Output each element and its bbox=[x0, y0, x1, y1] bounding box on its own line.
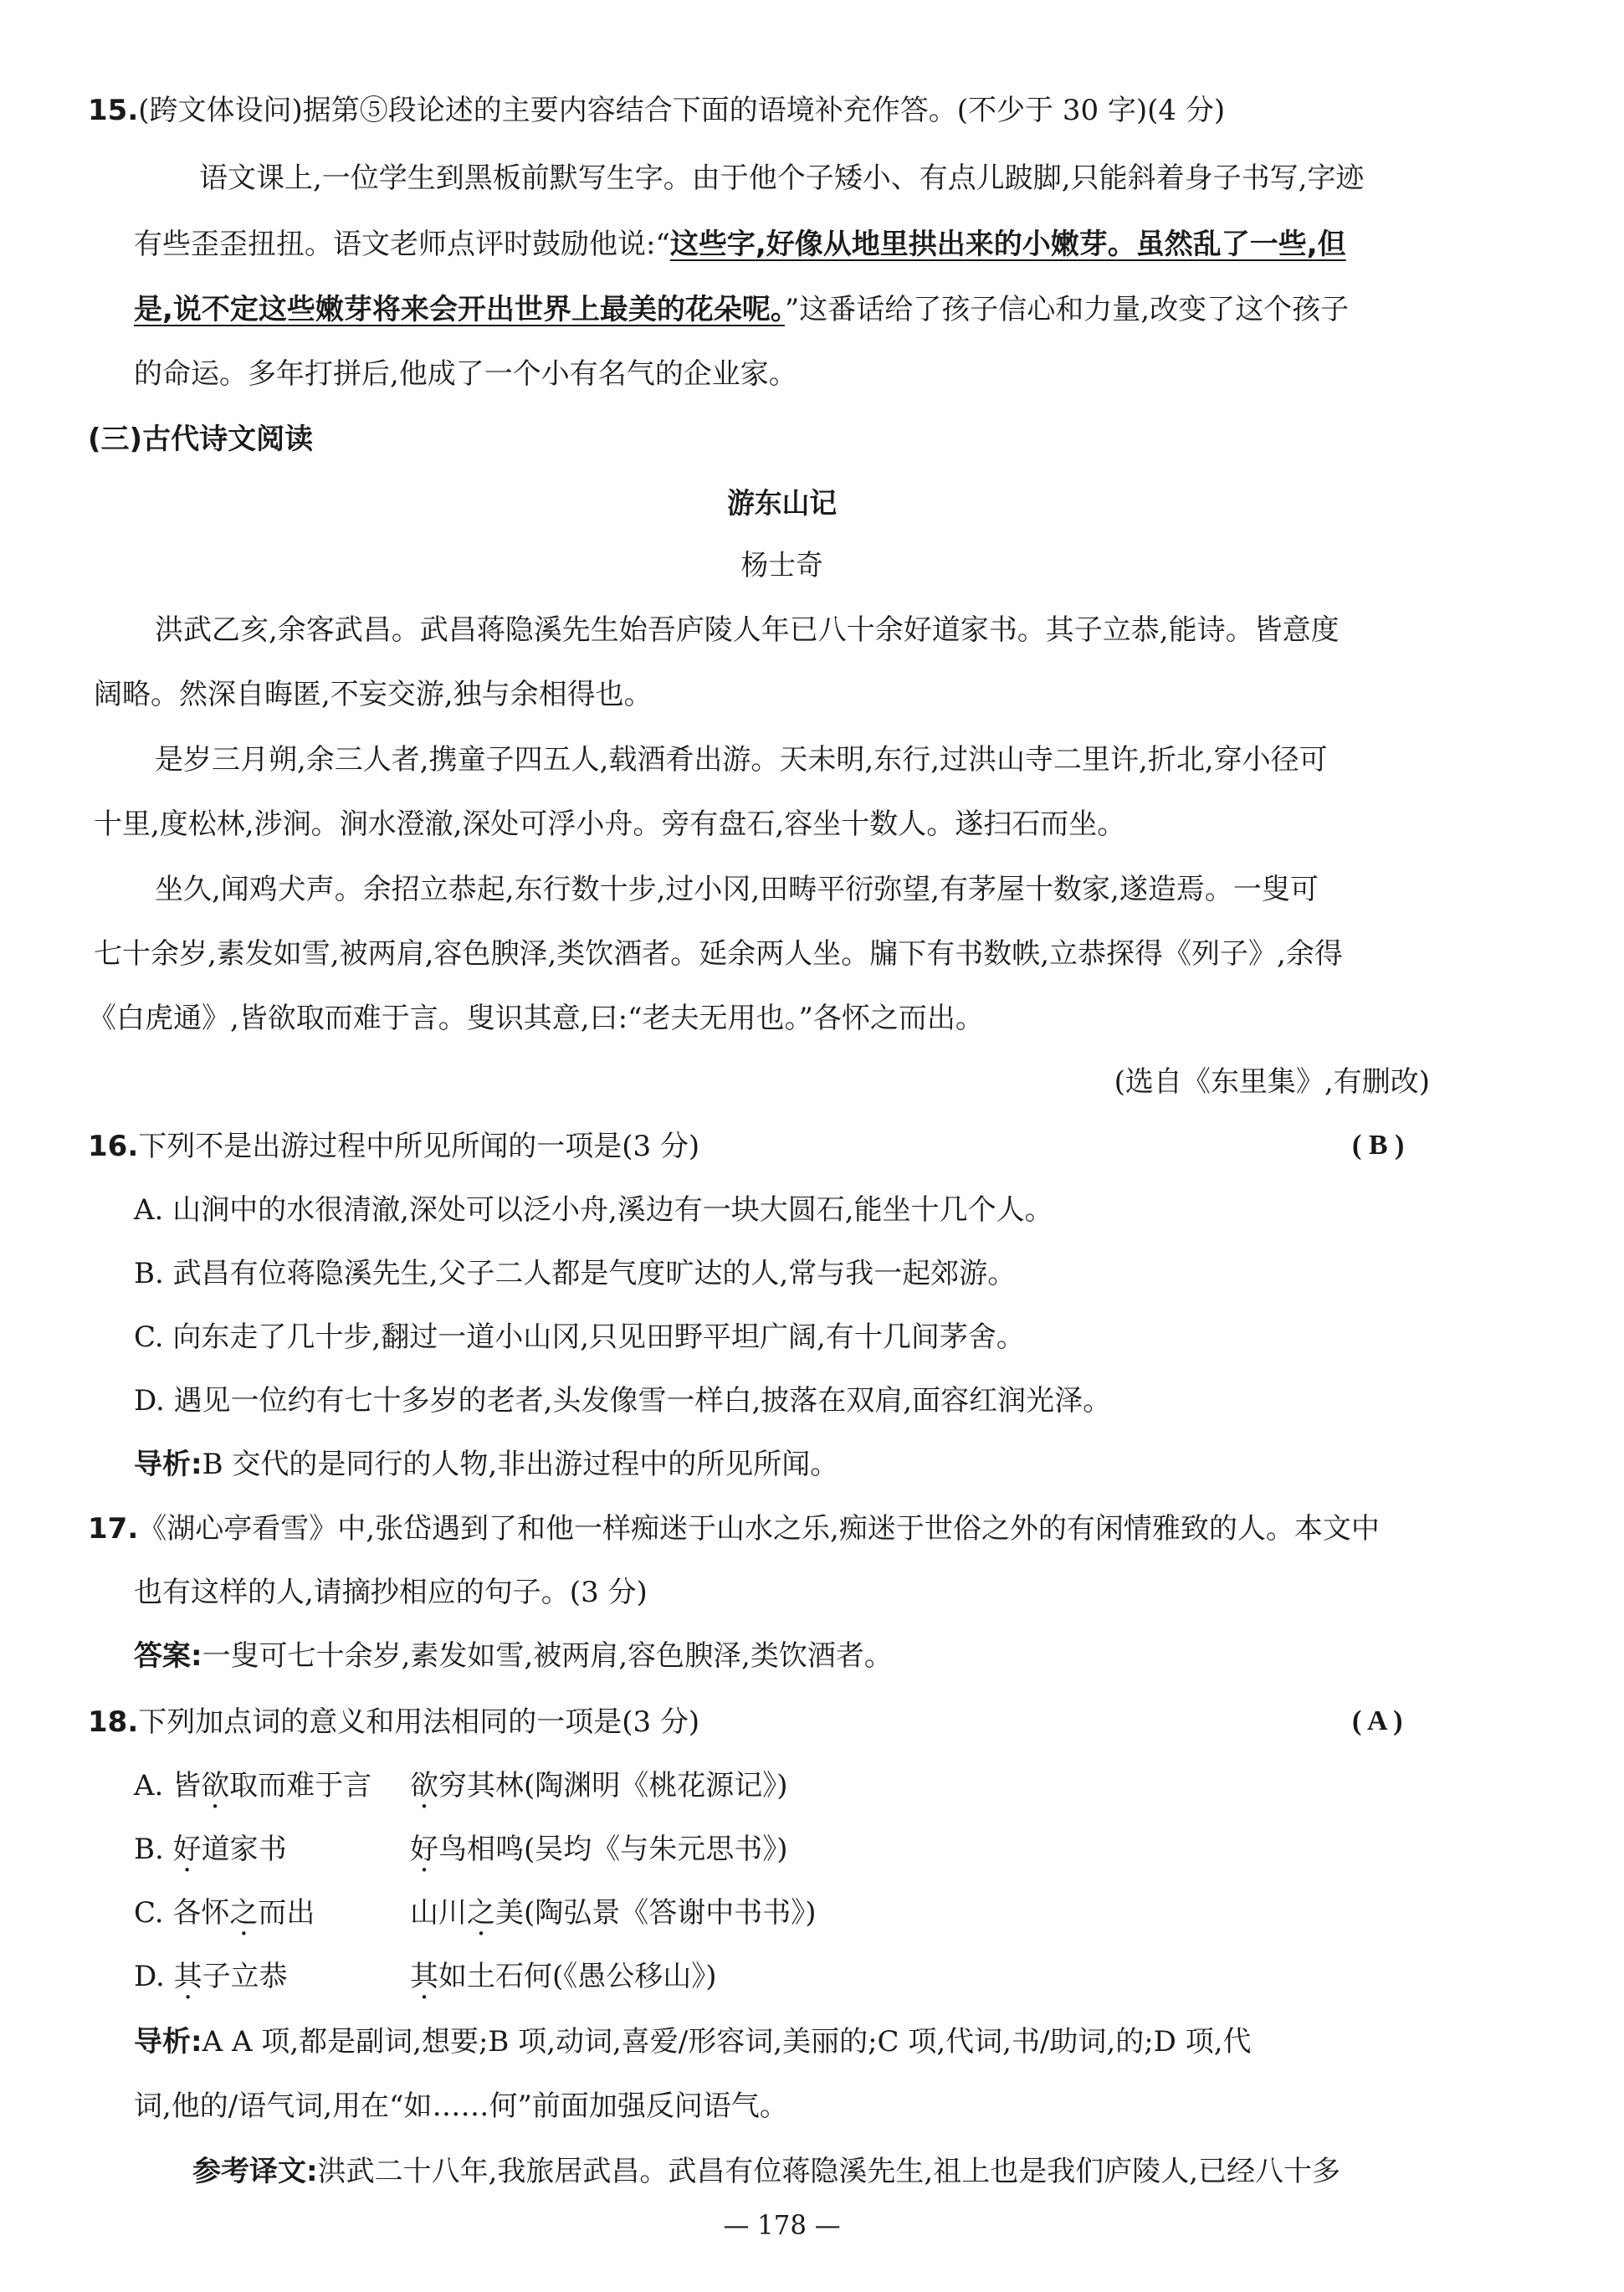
option-text: 取而难于言 bbox=[229, 1769, 372, 1802]
q16-analysis-text: B 交代的是同行的人物,非出游过程中的所见所闻。 bbox=[202, 1448, 839, 1481]
q15-context-line-3 bbox=[134, 293, 1349, 327]
q16-text: 下列不是出游过程中所见所闻的一项是(3 分) bbox=[138, 1130, 700, 1163]
q16-analysis bbox=[134, 1448, 838, 1482]
q16-question bbox=[88, 1130, 699, 1164]
q18-answer: ( A ) bbox=[1352, 1705, 1403, 1736]
dotted-word: 欲 bbox=[201, 1769, 230, 1802]
poem-p2-line-1: 是岁三月朔,余三人者,携童子四五人,载酒肴出游。天未明,东行,过洪山寺二里许,折北,穿小径可 bbox=[155, 743, 1328, 777]
section-heading: (三)古代诗文阅读 bbox=[88, 423, 314, 456]
dotted-word: 好 bbox=[410, 1833, 438, 1866]
poem-author: 杨士奇 bbox=[740, 549, 823, 582]
q18-number: 18. bbox=[88, 1705, 139, 1739]
q16-option-a: A. 山涧中的水很清澈,深处可以泛小舟,溪边有一块大圆石,能坐十几个人。 bbox=[134, 1193, 1053, 1227]
q17-question-line-2: 也有这样的人,请摘抄相应的句子。(3 分) bbox=[134, 1576, 648, 1609]
poem-p3-line-1: 坐久,闻鸡犬声。余招立恭起,东行数十步,过小冈,田畴平衍弥望,有茅屋十数家,遂造焉。一叟可 bbox=[155, 873, 1319, 906]
poem-title: 游东山记 bbox=[727, 487, 838, 520]
translation bbox=[192, 2155, 1340, 2189]
q16-number: 16. bbox=[88, 1130, 139, 1163]
poem-p2-line-2: 十里,度松林,涉涧。涧水澄澈,深处可浮小舟。旁有盘石,容坐十数人。遂扫石而坐。 bbox=[94, 808, 1126, 841]
q18-option-b bbox=[134, 1833, 287, 1867]
q15-context-line-4: 的命运。多年打拼后,他成了一个小有名气的企业家。 bbox=[134, 357, 797, 391]
poem-p1-line-2: 阔略。然深自晦匿,不妄交游,独与余相得也。 bbox=[94, 678, 653, 711]
q18-option-c bbox=[134, 1896, 315, 1931]
q16-option-d: D. 遇见一位约有七十多岁的老者,头发像雪一样白,披落在双肩,面容红润光泽。 bbox=[134, 1384, 1112, 1418]
q15-text: (跨文体设问)据第⑤段论述的主要内容结合下面的语境补充作答。(不少于 30 字)(4 分) bbox=[138, 94, 1226, 127]
q18-option-c-reference bbox=[410, 1896, 817, 1931]
reference-text: 鸟相鸣(吴均《与朱元思书》) bbox=[438, 1833, 788, 1866]
q15-underlined-quote: 这些字,好像从地里拱出来的小嫩芽。虽然乱了一些,但 bbox=[669, 228, 1346, 261]
reference-text: 如土石何(《愚公移山》) bbox=[438, 1960, 717, 1993]
q18-analysis-line-1 bbox=[134, 2025, 1252, 2059]
q18-analysis-line-2: 词,他的/语气词,用在“如……何”前面加强反问语气。 bbox=[134, 2089, 788, 2123]
q15-question bbox=[88, 94, 1225, 128]
q18-option-a-reference bbox=[410, 1769, 788, 1803]
q18-option-d-reference bbox=[410, 1960, 717, 1994]
poem-p3-line-3: 《白虎通》,皆欲取而难于言。叟识其意,曰:“老夫无用也。”各怀之而出。 bbox=[88, 1002, 984, 1035]
q16-analysis-label: 导析: bbox=[134, 1448, 202, 1481]
option-text: 子立恭 bbox=[202, 1960, 288, 1993]
q17-answer-text: 一叟可七十余岁,素发如雪,被两肩,容色腴泽,类饮酒者。 bbox=[202, 1639, 893, 1673]
q17-number: 17. bbox=[88, 1512, 139, 1546]
dotted-word: 其 bbox=[173, 1960, 202, 1993]
option-letter: B. bbox=[134, 1833, 173, 1866]
q15-underlined-quote-end: 是,说不定这些嫩芽将来会开出世界上最美的花朵呢。 bbox=[134, 293, 785, 326]
reference-text: 山川 bbox=[410, 1896, 467, 1930]
q18-question bbox=[88, 1705, 699, 1740]
q16-option-b: B. 武昌有位蒋隐溪先生,父子二人都是气度旷达的人,常与我一起郊游。 bbox=[134, 1257, 1017, 1290]
poem-p3-line-2: 七十余岁,素发如雪,被两肩,容色腴泽,类饮酒者。延余两人坐。牖下有书数帙,立恭探得《列子》,余得 bbox=[94, 937, 1343, 971]
q15-context-text: 有些歪歪扭扭。语文老师点评时鼓励他说:“ bbox=[134, 228, 670, 261]
page-number: — 178 — bbox=[723, 2209, 841, 2241]
dotted-word: 好 bbox=[172, 1833, 202, 1866]
option-text: 各怀 bbox=[172, 1896, 230, 1930]
q18-option-a bbox=[134, 1769, 371, 1803]
q17-text: 《湖心亭看雪》中,张岱遇到了和他一样痴迷于山水之乐,痴迷于世俗之外的有闲情雅致的人。本文中 bbox=[138, 1512, 1380, 1546]
option-letter: C. bbox=[134, 1896, 173, 1930]
dotted-word: 之 bbox=[229, 1896, 259, 1930]
q17-answer-label: 答案: bbox=[134, 1639, 202, 1673]
q18-text: 下列加点词的意义和用法相同的一项是(3 分) bbox=[138, 1705, 700, 1739]
option-letter: D. bbox=[134, 1960, 174, 1993]
translation-label: 参考译文: bbox=[192, 2155, 318, 2188]
q16-answer: ( B ) bbox=[1352, 1130, 1405, 1161]
translation-text: 洪武二十八年,我旅居武昌。武昌有位蒋隐溪先生,祖上也是我们庐陵人,已经八十多 bbox=[317, 2155, 1341, 2188]
option-letter: A. bbox=[134, 1769, 173, 1802]
q18-option-d bbox=[134, 1960, 288, 1994]
reference-text: 美(陶弘景《答谢中书书》) bbox=[495, 1896, 817, 1930]
q17-question-line-1 bbox=[88, 1512, 1380, 1546]
option-text: 皆 bbox=[172, 1769, 202, 1802]
dotted-word: 之 bbox=[467, 1896, 495, 1930]
dotted-word: 欲 bbox=[410, 1769, 438, 1802]
q15-context-line-2 bbox=[134, 228, 1346, 262]
q17-answer bbox=[134, 1639, 893, 1674]
dotted-word: 其 bbox=[410, 1960, 438, 1993]
q16-option-c: C. 向东走了几十步,翻过一道小山冈,只见田野平坦广阔,有十几间茅舍。 bbox=[134, 1320, 1025, 1354]
reference-text: 穷其林(陶渊明《桃花源记》) bbox=[438, 1769, 788, 1802]
q15-number: 15. bbox=[88, 94, 139, 127]
q15-context-text: ”这番话给了孩子信心和力量,改变了这个孩子 bbox=[784, 293, 1350, 326]
q15-context-line-1: 语文课上,一位学生到黑板前默写生字。由于他个子矮小、有点儿跛脚,只能斜着身子书写,字迹 bbox=[199, 162, 1365, 195]
poem-p1-line-1: 洪武乙亥,余客武昌。武昌蒋隐溪先生始吾庐陵人年已八十余好道家书。其子立恭,能诗。皆意度 bbox=[155, 613, 1340, 647]
q18-analysis-label: 导析: bbox=[134, 2025, 202, 2059]
option-text: 道家书 bbox=[201, 1833, 287, 1866]
q18-option-b-reference bbox=[410, 1833, 788, 1867]
q18-analysis-text: A A 项,都是副词,想要;B 项,动词,喜爱/形容词,美丽的;C 项,代词,书/助词,的;D 项,代 bbox=[202, 2025, 1252, 2059]
poem-source: (选自《东里集》,有删改) bbox=[1114, 1065, 1430, 1099]
option-text: 而出 bbox=[258, 1896, 315, 1930]
